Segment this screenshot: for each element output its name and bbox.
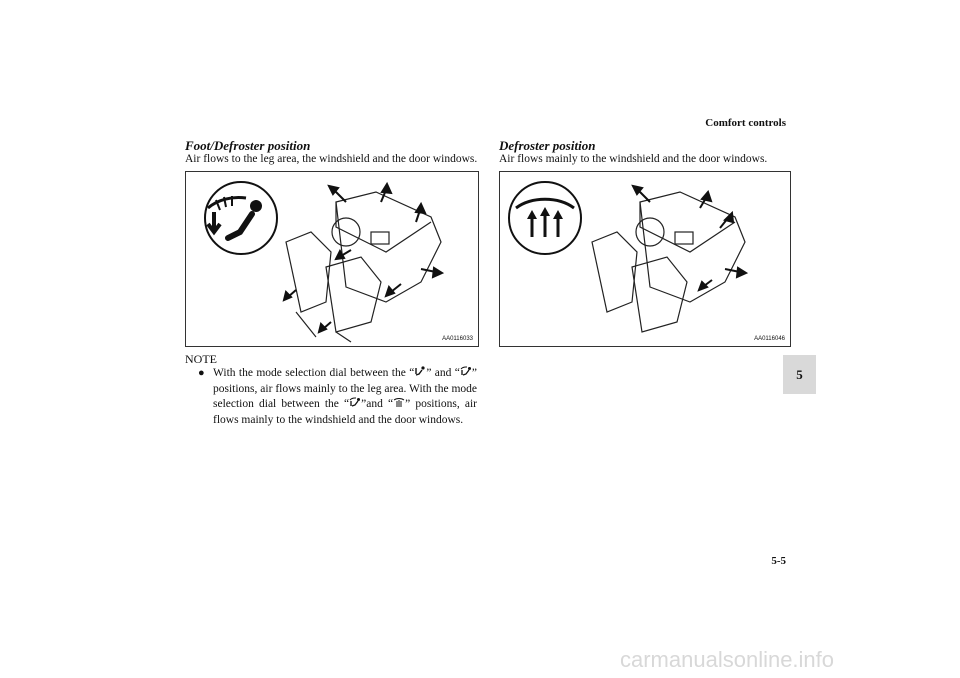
foot-defroster-mode-icon <box>349 397 361 408</box>
note-body: With the mode selection dial between the “ ” and “ ” positions, air flows mainly to the leg area. With the mode selection dial between the “ ”and “ ” positions, air flows mainly to the windshield and the door windows. <box>213 367 477 426</box>
defroster-figure <box>499 171 791 347</box>
chapter-tab: 5 <box>783 355 816 394</box>
note-label: NOTE <box>185 352 217 366</box>
section-header: Comfort controls <box>705 117 786 129</box>
page-number: 5-5 <box>771 555 786 567</box>
defroster-icon <box>509 182 581 254</box>
defroster-mode-icon <box>393 397 405 408</box>
foot-defroster-icon <box>205 182 277 254</box>
note-bullet: ● <box>198 367 205 379</box>
figure-code: AA0116033 <box>442 336 473 342</box>
foot-defroster-figure <box>185 171 479 347</box>
foot-defroster-mode-icon <box>460 366 472 377</box>
watermark: carmanualsonline.info <box>620 647 835 672</box>
car-interior-illustration <box>592 192 745 332</box>
figure-code: AA0116046 <box>754 336 785 342</box>
defroster-description: Air flows mainly to the windshield and the door windows. <box>499 153 768 165</box>
foot-mode-icon <box>414 366 426 377</box>
defroster-title: Defroster position <box>499 138 596 153</box>
foot-defroster-description: Air flows to the leg area, the windshield and the door windows. <box>185 153 478 165</box>
foot-defroster-title: Foot/Defroster position <box>185 138 311 153</box>
